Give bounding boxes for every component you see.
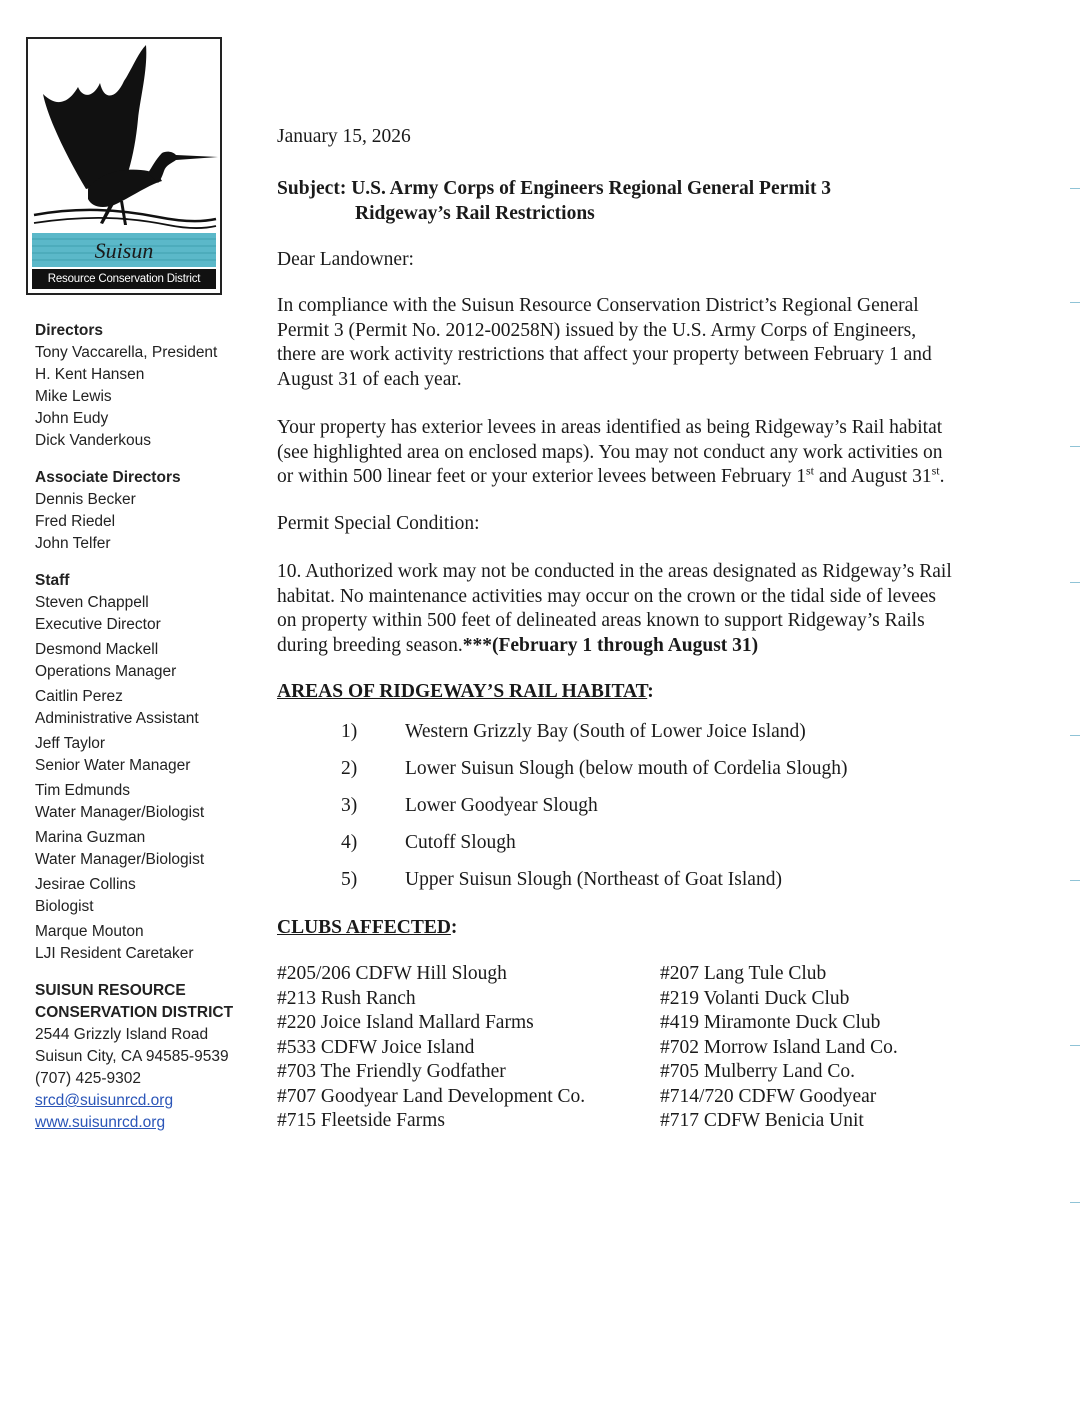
staff-name: Steven Chappell [35, 594, 149, 611]
club-entry: #703 The Friendly Godfather [277, 1061, 506, 1082]
list-item [277, 719, 957, 756]
special-condition-heading: Permit Special Condition: [277, 512, 480, 534]
areas-heading-text: AREAS OF RIDGEWAY’S RAIL HABITAT [277, 681, 648, 702]
superscript: st [806, 463, 815, 478]
superscript: st [931, 463, 940, 478]
club-entry: #717 CDFW Benicia Unit [660, 1110, 864, 1131]
staff-title: Operations Manager [35, 663, 177, 680]
club-entry: #715 Fleetside Farms [277, 1110, 445, 1131]
associate-directors-heading: Associate Directors [35, 469, 181, 486]
club-entry: #419 Miramonte Duck Club [660, 1012, 881, 1033]
org-address-line2: Suisun City, CA 94585-9539 [35, 1048, 229, 1065]
scan-mark [1070, 582, 1080, 583]
club-entry: #213 Rush Ranch [277, 987, 416, 1009]
areas-heading-colon: : [647, 681, 654, 702]
staff-name: Marque Mouton [35, 923, 144, 940]
condition-dates: ***(February 1 through August 31) [462, 634, 759, 656]
letter-date: January 15, 2026 [277, 126, 411, 147]
staff-title: Water Manager/Biologist [35, 804, 205, 821]
scan-mark [1070, 188, 1080, 189]
director-name: Dick Vanderkous [35, 432, 152, 449]
org-name-line2: CONSERVATION DISTRICT [35, 1004, 234, 1021]
condition-body: 10. Authorized work may not be conducted in the areas designated as Ridgeway’s Rail habitat. No maintenance activities may occur on the crown or the tidal side of levees on property within 500 feet of delineated areas known to support Ridgeway’s Rails during breeding season. [277, 561, 952, 656]
directors-section [35, 320, 265, 452]
restriction-text-mid: and August 31 [814, 466, 932, 487]
staff-entry [35, 686, 265, 730]
staff-title: Water Manager/Biologist [35, 851, 205, 868]
area-name: Lower Goodyear Slough [405, 794, 598, 816]
scan-mark [1070, 880, 1080, 881]
area-name: Cutoff Slough [405, 831, 516, 853]
heron-icon [28, 39, 220, 269]
area-number: 1) [341, 720, 358, 742]
staff-name: Jesirae Collins [35, 876, 136, 893]
associate-director-name: Fred Riedel [35, 513, 116, 530]
area-name: Upper Suisun Slough (Northeast of Goat Island) [405, 868, 782, 890]
district-logo [26, 37, 222, 295]
sidebar [35, 320, 265, 1149]
club-entry: #714/720 CDFW Goodyear [660, 1085, 877, 1107]
staff-section [35, 570, 265, 965]
letter-subject [277, 176, 957, 226]
org-email-link[interactable]: srcd@suisunrcd.org [35, 1092, 174, 1109]
salutation: Dear Landowner: [277, 248, 414, 270]
area-number: 3) [341, 794, 358, 816]
club-entry: #220 Joice Island Mallard Farms [277, 1012, 534, 1033]
club-entry: #533 CDFW Joice Island [277, 1036, 475, 1058]
staff-entry [35, 639, 265, 683]
staff-name: Desmond Mackell [35, 641, 159, 658]
staff-entry [35, 592, 265, 636]
areas-heading [277, 680, 957, 705]
director-name: H. Kent Hansen [35, 366, 145, 383]
area-number: 5) [341, 868, 358, 890]
clubs-heading [277, 916, 957, 941]
area-number: 2) [341, 757, 358, 779]
directors-heading: Directors [35, 322, 104, 339]
staff-entry [35, 780, 265, 824]
list-item [277, 867, 957, 904]
restriction-text-end: . [939, 466, 945, 487]
paragraph-compliance: In compliance with the Suisun Resource Conservation District’s Regional General Permit 3 (Permit No. 2012-00258N) issued by the U.S. Army Corps of Engineers, there are work activity restrictions that affect your property between February 1 and August 31 of each year. [277, 295, 932, 390]
director-name: Mike Lewis [35, 388, 112, 405]
scan-mark [1070, 302, 1080, 303]
staff-name: Tim Edmunds [35, 782, 131, 799]
scan-mark [1070, 446, 1080, 447]
staff-name: Marina Guzman [35, 829, 146, 846]
staff-name: Caitlin Perez [35, 688, 123, 705]
list-item [277, 756, 957, 793]
scan-mark [1070, 1202, 1080, 1203]
logo-wordmark: Suisun [94, 238, 154, 263]
club-entry: #205/206 CDFW Hill Slough [277, 963, 507, 984]
org-website-link[interactable]: www.suisunrcd.org [35, 1114, 166, 1131]
list-item [277, 830, 957, 867]
club-entry: #707 Goodyear Land Development Co. [277, 1085, 586, 1107]
club-entry: #705 Mulberry Land Co. [660, 1061, 855, 1082]
staff-title: Executive Director [35, 616, 161, 633]
clubs-column-left [277, 962, 585, 1134]
director-name: Tony Vaccarella, President [35, 344, 218, 361]
logo-caption: Resource Conservation District [32, 269, 216, 289]
clubs-column-right [660, 962, 898, 1134]
restriction-text: Your property has exterior levees in areas identified as being Ridgeway’s Rail habitat (see highlighted area on enclosed maps). You may not conduct any work activities on or within 500 linear feet or your exterior levees between February 1 [277, 417, 943, 487]
associate-directors-section [35, 467, 265, 555]
list-item [277, 793, 957, 830]
associate-director-name: Dennis Becker [35, 491, 136, 508]
club-entry: #219 Volanti Duck Club [660, 987, 850, 1009]
subject-line1: U.S. Army Corps of Engineers Regional General Permit 3 [351, 177, 832, 199]
clubs-affected-list [277, 962, 957, 1131]
scan-mark [1070, 1045, 1080, 1046]
organization-contact [35, 980, 265, 1134]
staff-title: Biologist [35, 898, 94, 915]
staff-entry [35, 921, 265, 965]
staff-entry [35, 733, 265, 777]
staff-title: Senior Water Manager [35, 757, 191, 774]
subject-label: Subject: [277, 177, 347, 199]
scan-mark [1070, 735, 1080, 736]
club-entry: #702 Morrow Island Land Co. [660, 1036, 898, 1058]
club-entry: #207 Lang Tule Club [660, 963, 827, 984]
area-number: 4) [341, 831, 358, 853]
area-name: Western Grizzly Bay (South of Lower Joice Island) [405, 720, 806, 742]
org-name-line1: SUISUN RESOURCE [35, 982, 186, 999]
subject-line2: Ridgeway’s Rail Restrictions [355, 202, 595, 224]
habitat-areas-list [277, 719, 957, 904]
staff-title: LJI Resident Caretaker [35, 945, 194, 962]
staff-heading: Staff [35, 572, 70, 589]
letter-body [277, 125, 957, 1131]
org-address-line1: 2544 Grizzly Island Road [35, 1026, 209, 1043]
org-phone: (707) 425-9302 [35, 1070, 141, 1087]
clubs-heading-colon: : [450, 916, 458, 938]
staff-name: Jeff Taylor [35, 735, 106, 752]
director-name: John Eudy [35, 410, 109, 427]
staff-entry [35, 874, 265, 918]
staff-title: Administrative Assistant [35, 710, 199, 727]
paragraph-restriction [277, 416, 957, 490]
clubs-heading-text: CLUBS AFFECTED [277, 916, 451, 938]
staff-entry [35, 827, 265, 871]
associate-director-name: John Telfer [35, 535, 111, 552]
area-name: Lower Suisun Slough (below mouth of Cordelia Slough) [405, 757, 848, 779]
special-condition-text [277, 560, 957, 658]
